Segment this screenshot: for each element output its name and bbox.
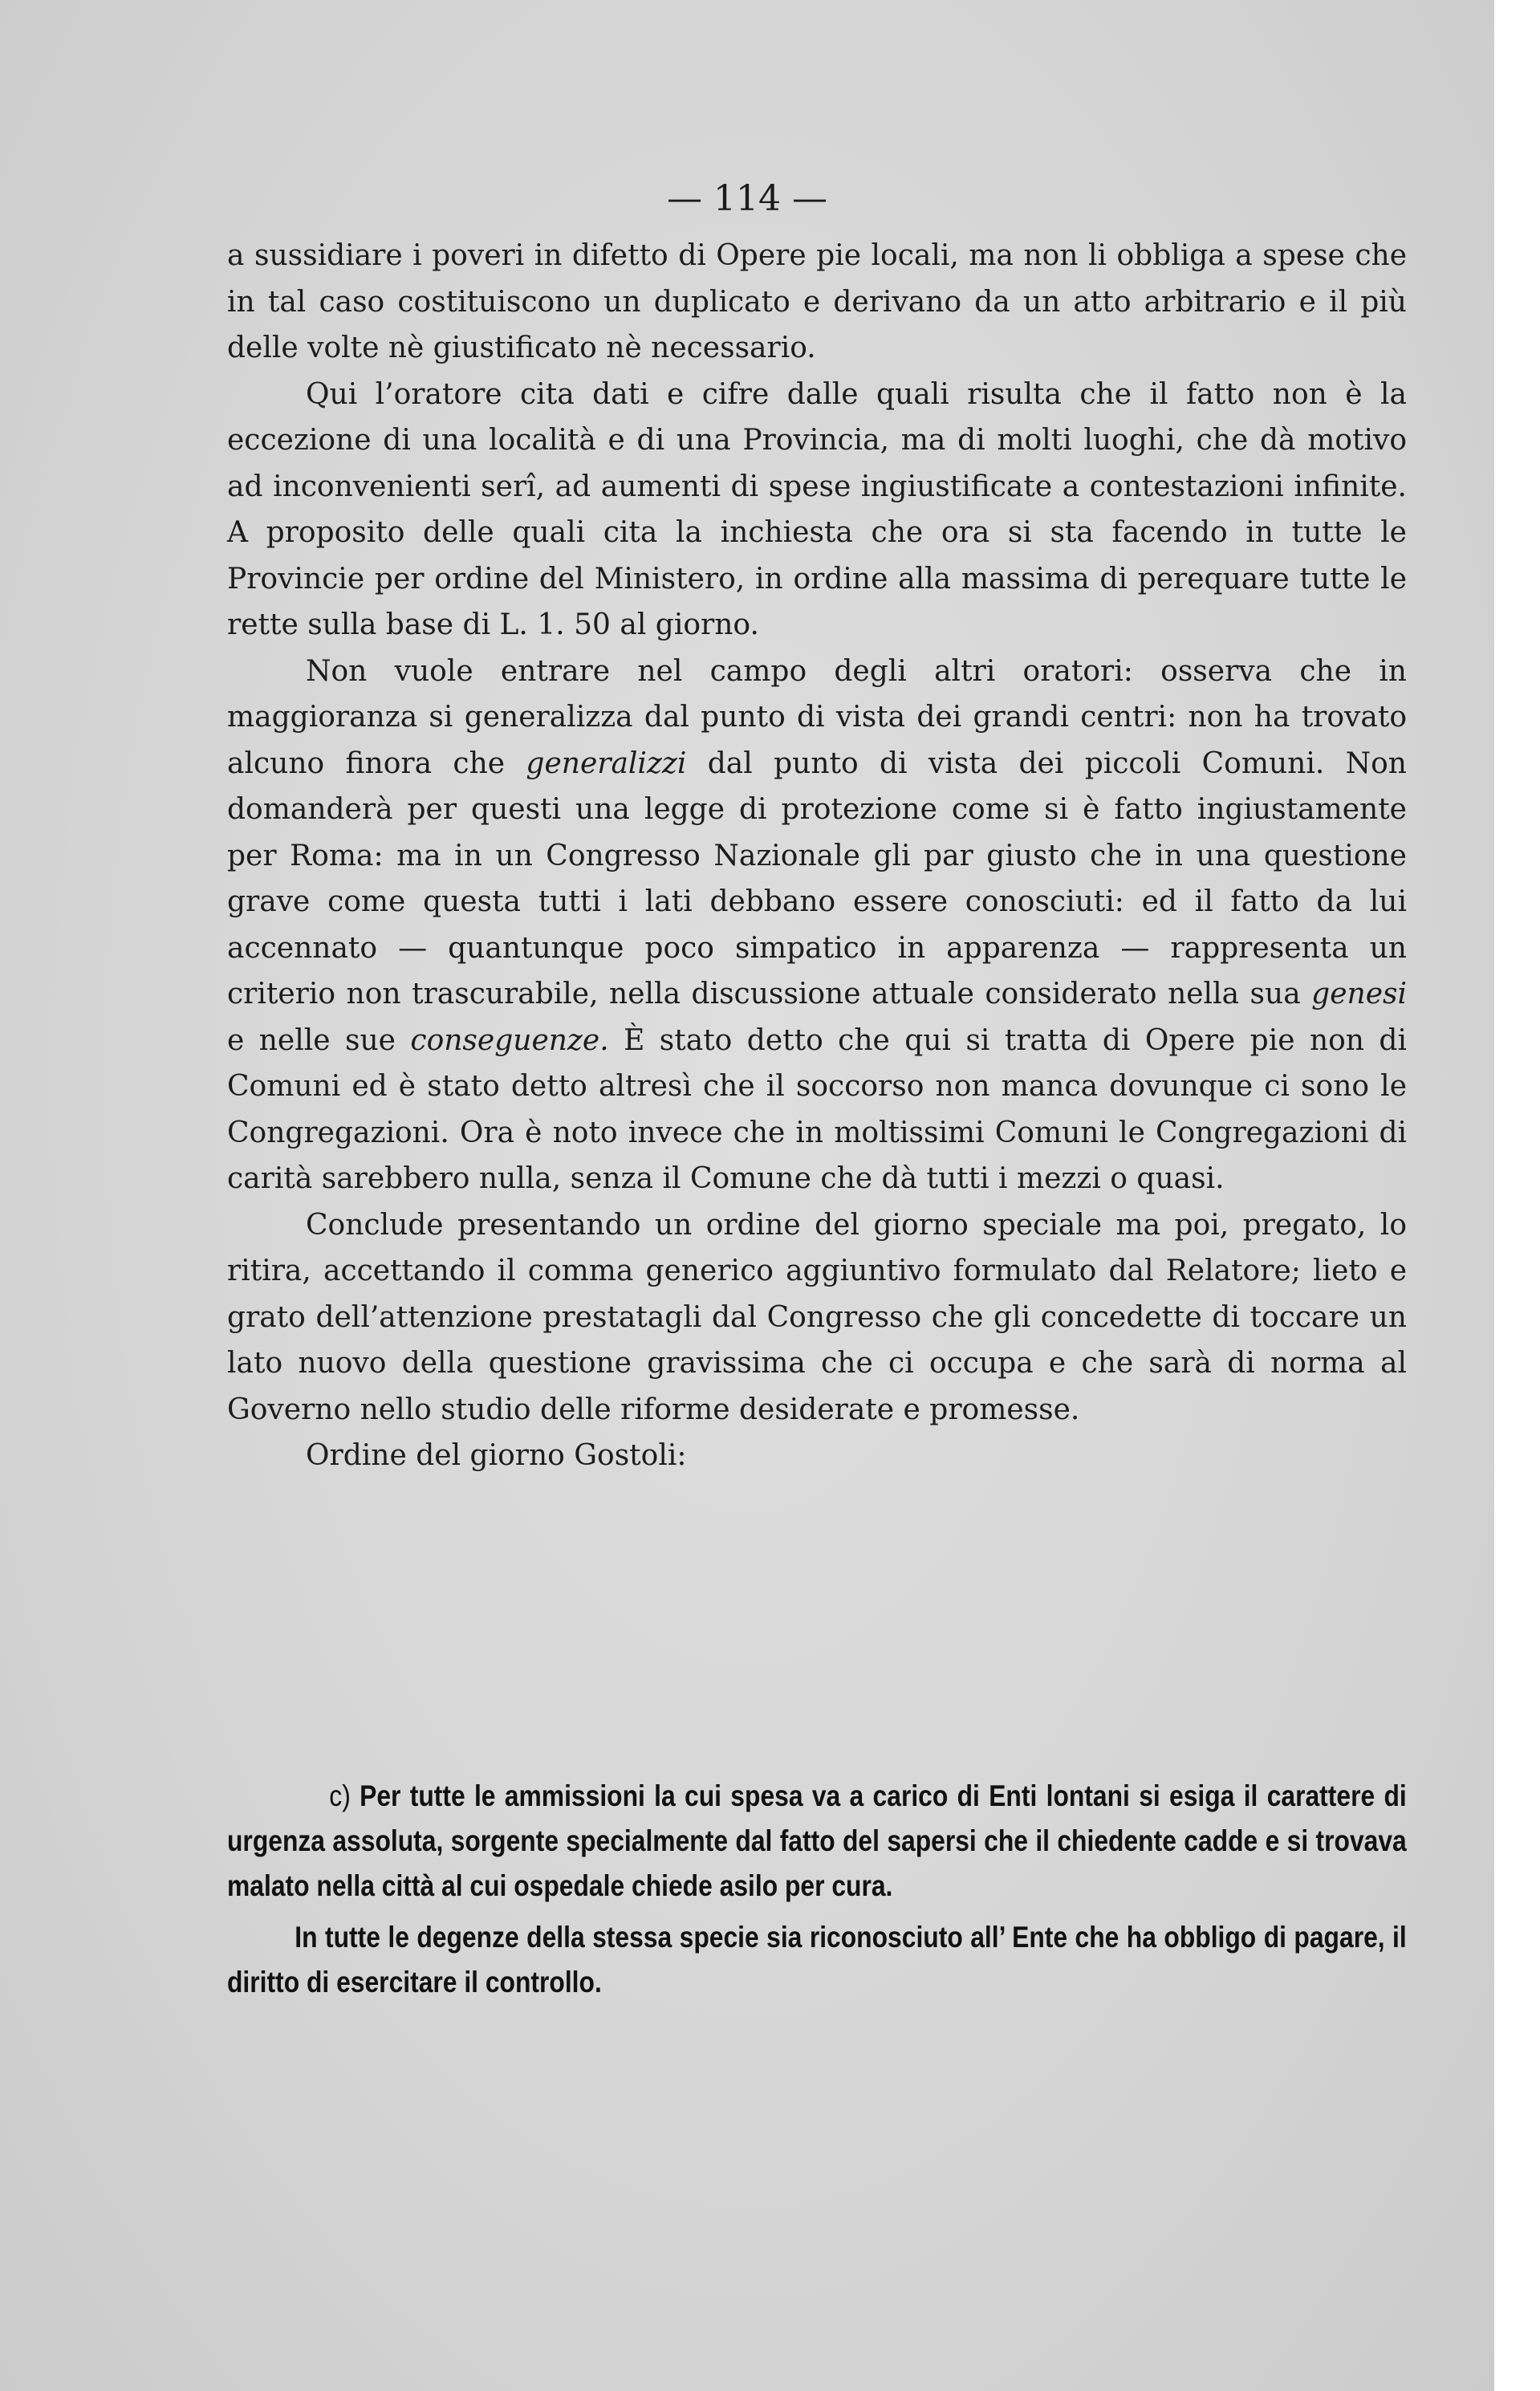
page-number: — 114 — xyxy=(667,178,827,219)
resolution-text xyxy=(227,1774,1407,2005)
paragraph-3-part-4: È stato detto che qui si tratta di Opere pie non di Comuni ed è stato detto altresì che il soccorso non manca dovunque ci sono le Congregazioni. Ora è noto invece che in moltissimi Comuni le Congregazioni di carità sarebbero nulla, senza il Comune che dà tutti i mezzi o quasi. xyxy=(227,1023,1407,1195)
paragraph-3-emphasis-1: generalizzi xyxy=(526,746,687,780)
paragraph-1: a sussidiare i poveri in difetto di Opere pie locali, ma non li obbliga a spese che in tal caso costituiscono un duplicato e derivano da un atto arbitrario e il più delle volte nè giustificato nè necessario. xyxy=(227,239,1407,364)
paragraph-4: Conclude presentando un ordine del giorno speciale ma poi, pregato, lo ritira, accettando il comma generico aggiuntivo formulato dal Relatore; lieto e grato dell’attenzione prestatagli dal Congresso che gli concedette di toccare un lato nuovo della questione gravissima che ci occupa e che sarà di norma al Governo nello studio delle riforme desiderate e promesse. xyxy=(227,1208,1407,1426)
paragraph-3-emphasis-2: genesi xyxy=(1311,978,1407,1010)
paragraph-3-emphasis-3: conseguenze. xyxy=(410,1023,609,1057)
paragraph-3-part-3: e nelle sue xyxy=(227,1023,411,1057)
resolution-text-1: Per tutte le ammissioni la cui spesa va a carico di Enti lontani si esiga il carattere di urgenza assoluta, sorgente specialmente dal fatto del sapersi che il chiedente cadde e si trovava malato nella città al cui ospedale chiede asilo per cura. xyxy=(227,1779,1407,1902)
resolution-letter: c) xyxy=(329,1779,351,1812)
page-margin xyxy=(1494,0,1540,2391)
body-text xyxy=(227,233,1407,1479)
resolution-paragraph-1 xyxy=(227,1774,1407,1909)
resolution-paragraph-2: In tutte le degenze della stessa specie sia riconosciuto all’ Ente che ha obbligo di pagare, il diritto di esercitare il controllo. xyxy=(227,1921,1407,1999)
paragraph-3-part-1: Non vuole entrare nel campo degli altri oratori: osserva che in maggioranza si generalizza dal punto di vista dei grandi centri: non ha trovato alcuno finora che xyxy=(227,654,1407,780)
paragraph-5: Ordine del giorno Gostoli: xyxy=(306,1439,687,1472)
paragraph-3 xyxy=(227,649,1407,1202)
paragraph-2: Qui l’oratore cita dati e cifre dalle quali risulta che il fatto non è la eccezione di una località e di una Provincia, ma di molti luoghi, che dà motivo ad inconvenienti serî, ad aumenti di spese ingiustificate a contestazioni infinite. A proposito delle quali cita la inchiesta che ora si sta facendo in tutte le Provincie per ordine del Ministero, in ordine alla massima di perequare tutte le rette sulla base di L. 1. 50 al giorno. xyxy=(227,377,1407,641)
paragraph-3-part-2: dal punto di vista dei piccoli Comuni. Non domanderà per questi una legge di protezione come si è fatto ingiustamente per Roma: ma in un Congresso Nazionale gli par giusto che in una questione grave come questa tutti i lati debbano essere conosciuti: ed il fatto da lui accennato — quantunque poco simpatico in apparenza — rappresenta un criterio non trascurabile, nella discussione attuale considerato nella sua xyxy=(227,746,1407,1010)
